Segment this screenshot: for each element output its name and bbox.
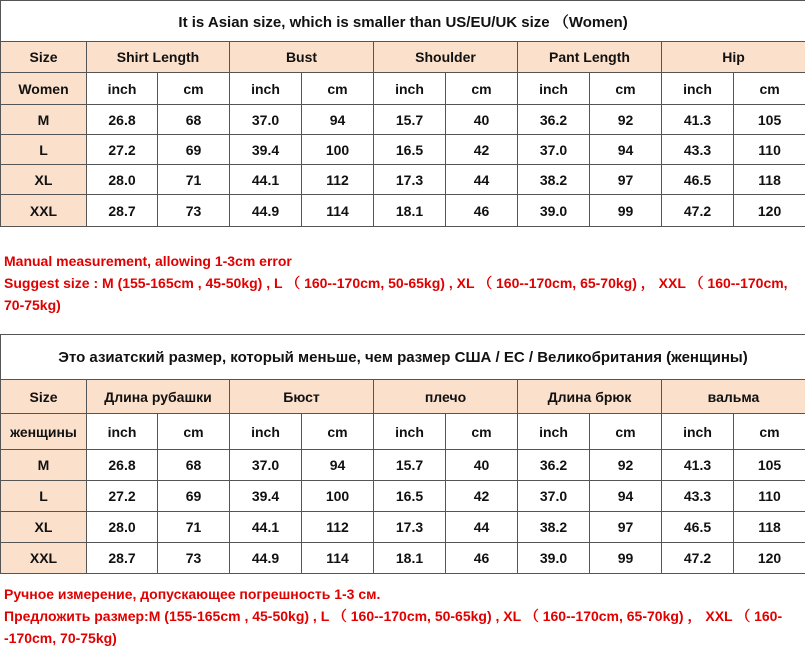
value-cell: 92: [590, 450, 662, 481]
value-cell: 44: [446, 512, 518, 543]
size-table-english: [0, 0, 805, 227]
table-title: Это азиатский размер, который меньше, чем размер США / EC / Великобритания (женщины): [1, 335, 805, 380]
unit-cm: cm: [734, 414, 805, 450]
value-cell: 37.0: [230, 450, 302, 481]
value-cell: 71: [158, 165, 230, 195]
value-cell: 36.2: [518, 105, 590, 135]
suggested-size-note: Suggest size : M (155-165cm , 45-50kg) , L （ 160--170cm, 50-65kg) , XL （ 160--170cm, 65-70kg) ， XXL （ 160--170cm, 70-75kg): [4, 275, 788, 313]
value-cell: 16.5: [374, 481, 446, 512]
size-cell: XXL: [1, 195, 87, 227]
unit-cm: cm: [590, 414, 662, 450]
value-cell: 118: [734, 165, 805, 195]
value-cell: 16.5: [374, 135, 446, 165]
header-size: Size: [1, 380, 87, 414]
value-cell: 46.5: [662, 512, 734, 543]
value-cell: 37.0: [518, 135, 590, 165]
header-shirt-length: Shirt Length: [87, 42, 230, 73]
table-row: [1, 450, 805, 481]
value-cell: 105: [734, 105, 805, 135]
table-row: [1, 165, 805, 195]
size-cell: M: [1, 105, 87, 135]
unit-cm: cm: [446, 414, 518, 450]
error-note: Ручное измерение, допускающее погрешность 1-3 см.: [4, 586, 381, 602]
value-cell: 26.8: [87, 450, 158, 481]
row-label-women: женщины: [1, 414, 87, 450]
value-cell: 46: [446, 195, 518, 227]
value-cell: 42: [446, 135, 518, 165]
table-row: [1, 195, 805, 227]
value-cell: 114: [302, 543, 374, 574]
value-cell: 92: [590, 105, 662, 135]
header-bust: Bust: [230, 42, 374, 73]
header-hip: Hip: [662, 42, 805, 73]
table-row: [1, 481, 805, 512]
value-cell: 71: [158, 512, 230, 543]
unit-inch: inch: [374, 73, 446, 105]
value-cell: 37.0: [518, 481, 590, 512]
value-cell: 41.3: [662, 450, 734, 481]
measurement-notes-english: [4, 250, 800, 316]
value-cell: 41.3: [662, 105, 734, 135]
value-cell: 112: [302, 512, 374, 543]
value-cell: 40: [446, 105, 518, 135]
error-note: Manual measurement, allowing 1-3cm error: [4, 253, 292, 269]
value-cell: 44.9: [230, 195, 302, 227]
value-cell: 18.1: [374, 543, 446, 574]
header-shoulder: плечо: [374, 380, 518, 414]
header-pant-length: Pant Length: [518, 42, 662, 73]
value-cell: 17.3: [374, 165, 446, 195]
value-cell: 27.2: [87, 481, 158, 512]
header-hip: вальма: [662, 380, 805, 414]
value-cell: 18.1: [374, 195, 446, 227]
unit-cm: cm: [590, 73, 662, 105]
table-row: [1, 512, 805, 543]
unit-cm: cm: [158, 414, 230, 450]
value-cell: 37.0: [230, 105, 302, 135]
size-cell: XXL: [1, 543, 87, 574]
table-row: [1, 135, 805, 165]
unit-cm: cm: [446, 73, 518, 105]
value-cell: 39.0: [518, 543, 590, 574]
value-cell: 47.2: [662, 543, 734, 574]
unit-inch: inch: [87, 73, 158, 105]
value-cell: 36.2: [518, 450, 590, 481]
unit-inch: inch: [230, 414, 302, 450]
unit-cm: cm: [158, 73, 230, 105]
unit-cm: cm: [302, 73, 374, 105]
value-cell: 68: [158, 450, 230, 481]
value-cell: 68: [158, 105, 230, 135]
unit-inch: inch: [518, 73, 590, 105]
value-cell: 100: [302, 481, 374, 512]
value-cell: 73: [158, 543, 230, 574]
value-cell: 99: [590, 195, 662, 227]
value-cell: 69: [158, 135, 230, 165]
header-size: Size: [1, 42, 87, 73]
value-cell: 73: [158, 195, 230, 227]
value-cell: 94: [590, 481, 662, 512]
size-table-russian: [0, 334, 805, 574]
value-cell: 38.2: [518, 512, 590, 543]
value-cell: 110: [734, 481, 805, 512]
value-cell: 39.4: [230, 135, 302, 165]
size-cell: M: [1, 450, 87, 481]
value-cell: 44: [446, 165, 518, 195]
value-cell: 105: [734, 450, 805, 481]
table-row: [1, 543, 805, 574]
header-shoulder: Shoulder: [374, 42, 518, 73]
value-cell: 100: [302, 135, 374, 165]
size-cell: XL: [1, 165, 87, 195]
value-cell: 39.4: [230, 481, 302, 512]
measurement-notes-russian: [4, 583, 800, 649]
header-shirt-length: Длина рубашки: [87, 380, 230, 414]
table-row: [1, 105, 805, 135]
size-cell: XL: [1, 512, 87, 543]
value-cell: 69: [158, 481, 230, 512]
value-cell: 118: [734, 512, 805, 543]
value-cell: 97: [590, 165, 662, 195]
unit-inch: inch: [87, 414, 158, 450]
unit-inch: inch: [662, 414, 734, 450]
value-cell: 44.1: [230, 165, 302, 195]
size-cell: L: [1, 481, 87, 512]
value-cell: 97: [590, 512, 662, 543]
value-cell: 94: [302, 105, 374, 135]
value-cell: 28.7: [87, 543, 158, 574]
value-cell: 15.7: [374, 105, 446, 135]
value-cell: 28.0: [87, 165, 158, 195]
value-cell: 110: [734, 135, 805, 165]
suggested-size-note: Предложить размер:M (155-165cm , 45-50kg) , L （ 160--170cm, 50-65kg) , XL （ 160--170cm, 65-70kg) ， XXL （ 160--170cm, 70-75kg): [4, 608, 783, 646]
unit-inch: inch: [518, 414, 590, 450]
header-bust: Бюст: [230, 380, 374, 414]
value-cell: 26.8: [87, 105, 158, 135]
value-cell: 44.9: [230, 543, 302, 574]
value-cell: 44.1: [230, 512, 302, 543]
value-cell: 28.0: [87, 512, 158, 543]
unit-cm: cm: [302, 414, 374, 450]
value-cell: 99: [590, 543, 662, 574]
unit-inch: inch: [662, 73, 734, 105]
value-cell: 17.3: [374, 512, 446, 543]
unit-inch: inch: [374, 414, 446, 450]
value-cell: 40: [446, 450, 518, 481]
row-label-women: Women: [1, 73, 87, 105]
value-cell: 28.7: [87, 195, 158, 227]
value-cell: 47.2: [662, 195, 734, 227]
value-cell: 38.2: [518, 165, 590, 195]
unit-cm: cm: [734, 73, 805, 105]
unit-inch: inch: [230, 73, 302, 105]
value-cell: 120: [734, 195, 805, 227]
value-cell: 27.2: [87, 135, 158, 165]
value-cell: 114: [302, 195, 374, 227]
value-cell: 94: [302, 450, 374, 481]
value-cell: 46.5: [662, 165, 734, 195]
value-cell: 94: [590, 135, 662, 165]
size-cell: L: [1, 135, 87, 165]
value-cell: 112: [302, 165, 374, 195]
value-cell: 42: [446, 481, 518, 512]
value-cell: 120: [734, 543, 805, 574]
value-cell: 43.3: [662, 135, 734, 165]
value-cell: 39.0: [518, 195, 590, 227]
value-cell: 43.3: [662, 481, 734, 512]
table-title: It is Asian size, which is smaller than US/EU/UK size （Women): [1, 1, 805, 42]
value-cell: 46: [446, 543, 518, 574]
header-pant-length: Длина брюк: [518, 380, 662, 414]
value-cell: 15.7: [374, 450, 446, 481]
